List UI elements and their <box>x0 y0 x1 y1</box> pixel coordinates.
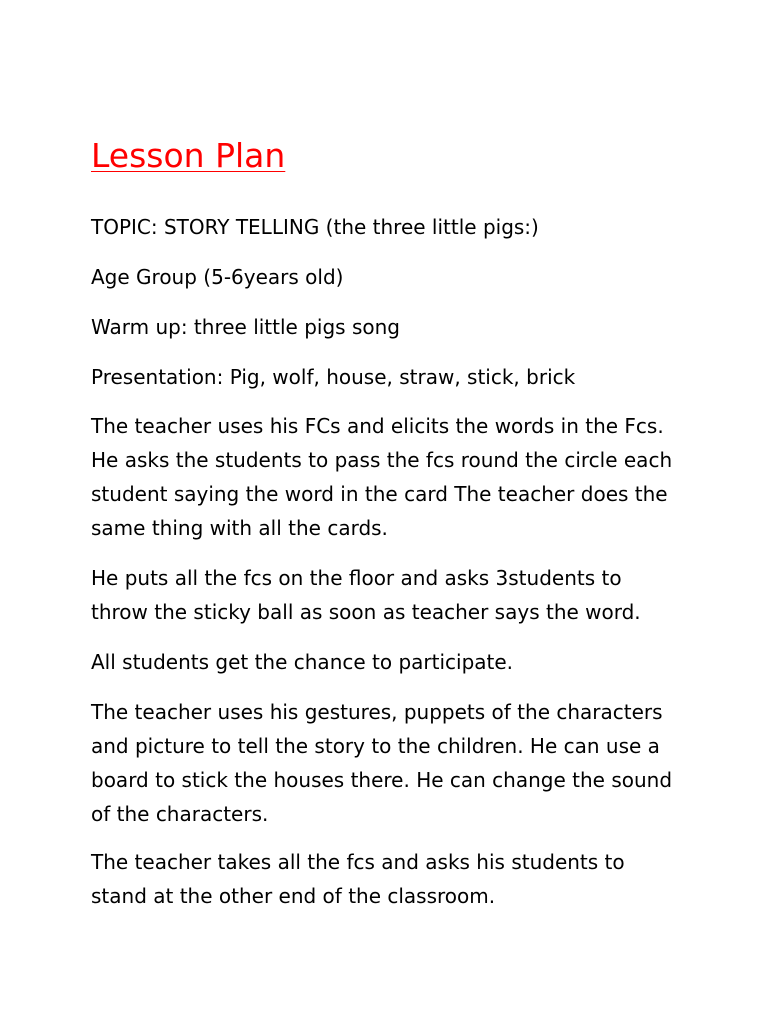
sticky-ball-paragraph <box>91 561 691 629</box>
paragraph-line: TOPIC: STORY TELLING (the three little pigs:) <box>91 215 539 239</box>
age-group-paragraph <box>91 260 691 294</box>
paragraph-line: Warm up: three little pigs song <box>91 315 400 339</box>
classroom-paragraph <box>91 845 691 913</box>
flashcards-paragraph <box>91 409 691 545</box>
paragraph-line: The teacher uses his FCs and elicits the words in the Fcs. <box>91 414 664 438</box>
paragraph-line: board to stick the houses there. He can change the sound <box>91 768 673 792</box>
paragraph-line: He puts all the fcs on the floor and asks 3students to <box>91 566 622 590</box>
participation-paragraph <box>91 645 691 679</box>
page-title: Lesson Plan <box>91 136 286 175</box>
paragraph-line: throw the sticky ball as soon as teacher says the word. <box>91 600 641 624</box>
warm-up-paragraph <box>91 310 691 344</box>
paragraph-line: All students get the chance to participate. <box>91 650 514 674</box>
paragraph-line: of the characters. <box>91 802 269 826</box>
paragraph-line: Age Group (5-6years old) <box>91 265 344 289</box>
paragraph-line: The teacher takes all the fcs and asks his students to <box>91 850 625 874</box>
paragraph-line: Presentation: Pig, wolf, house, straw, stick, brick <box>91 365 576 389</box>
paragraph-line: He asks the students to pass the fcs round the circle each <box>91 448 673 472</box>
presentation-paragraph <box>91 360 691 394</box>
paragraph-line: stand at the other end of the classroom. <box>91 884 496 908</box>
storytelling-paragraph <box>91 695 691 831</box>
paragraph-line: same thing with all the cards. <box>91 516 388 540</box>
paragraph-line: The teacher uses his gestures, puppets of the characters <box>91 700 663 724</box>
paragraph-line: and picture to tell the story to the children. He can use a <box>91 734 660 758</box>
topic-paragraph <box>91 210 691 244</box>
paragraph-line: student saying the word in the card The teacher does the <box>91 482 668 506</box>
